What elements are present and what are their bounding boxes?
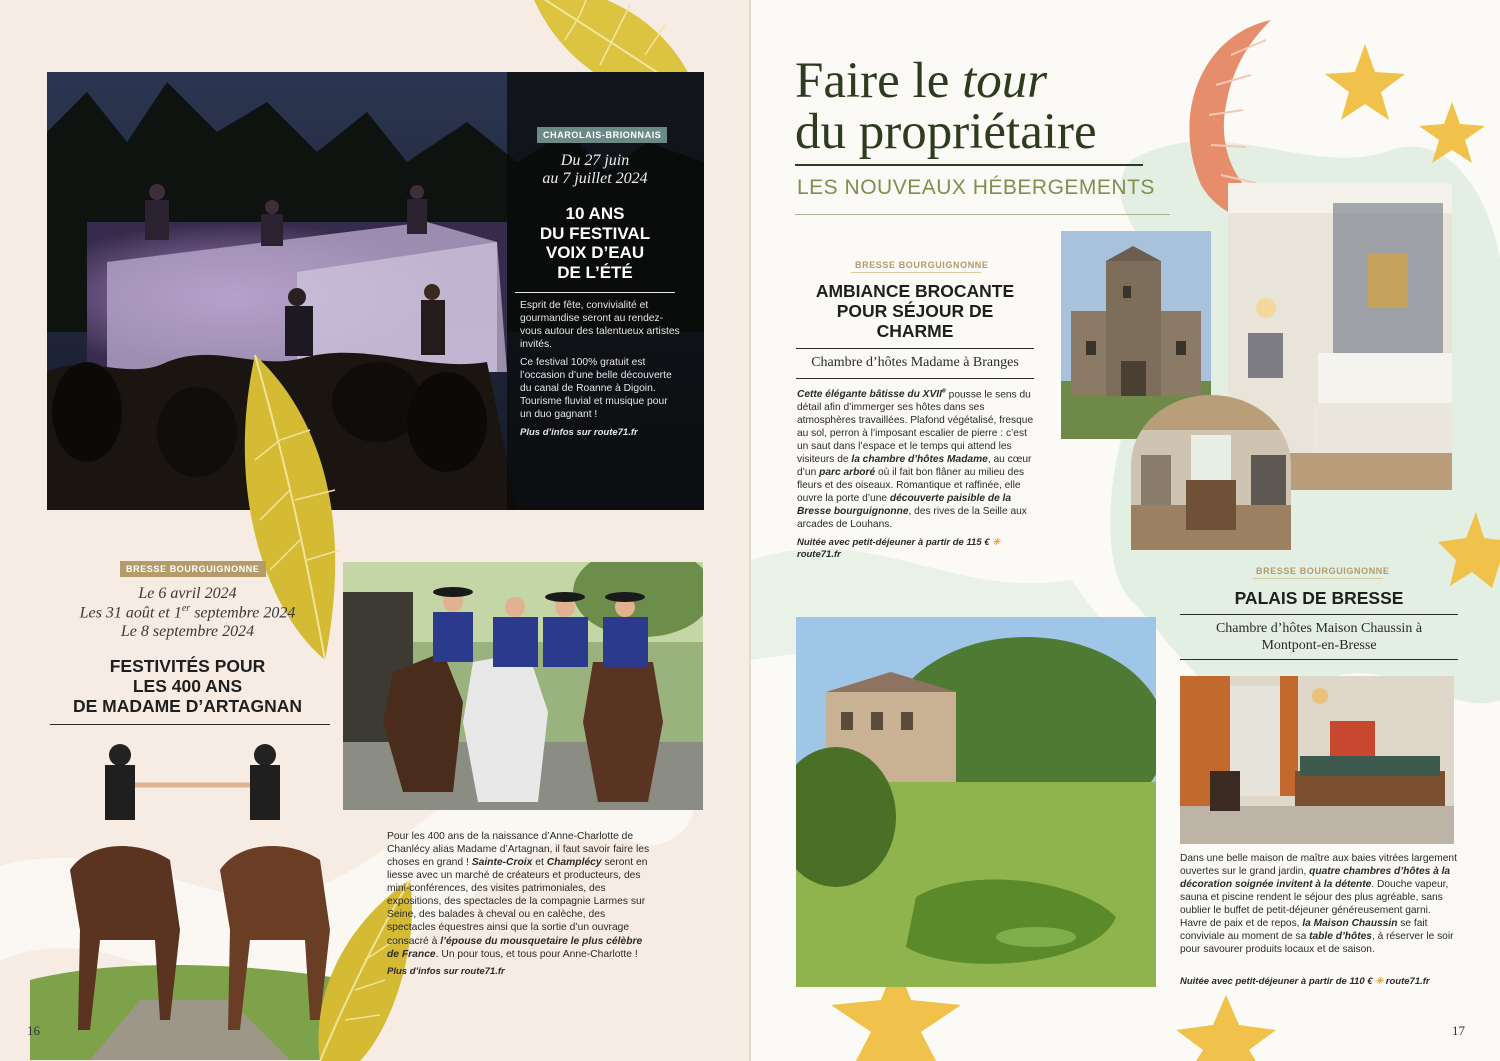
- artagnan-date-1: Le 6 avril 2024: [138, 585, 237, 602]
- festival-divider: [515, 292, 675, 293]
- region-tag-artagnan: BRESSE BOURGUIGNONNE: [120, 561, 266, 577]
- palais-subtitle: [1180, 621, 1458, 655]
- brocante-title: [795, 281, 1035, 341]
- artagnan-divider: [50, 724, 330, 725]
- brocante-body-em2: la chambre d’hôtes Madame: [851, 454, 988, 466]
- palais-body-part3: se fait conviviale au moment de sa: [1180, 917, 1428, 942]
- palais-body-part1: Dans une belle maison de maître aux baies vitrées largement ouvertes sur le grand jardin,: [1180, 853, 1457, 877]
- festival-title-line1: 10 ANS: [565, 204, 625, 223]
- artagnan-date-3: Le 8 septembre 2024: [120, 623, 255, 641]
- brocante-body-em1: [797, 389, 946, 400]
- brocante-body-text: [797, 388, 1037, 532]
- brocante-body-part4: , des rives de la Seille aux arcades de Louhans.: [797, 505, 1027, 530]
- palais-body-part2: . Douche vapeur, sauna et piscine rendent le séjour des plus agréable, sans oublier le buffet de petit-déjeuner généreusement garni. Havre de paix et de repos,: [1180, 878, 1449, 929]
- festival-title-line2: DU FESTIVAL: [539, 223, 651, 243]
- brocante-body-part3: où il fait bon flâner au milieu des fleurs et des oiseaux. Romantique et raffinée, elle ouvre la porte d’une: [797, 467, 1025, 505]
- palais-body-em1: quatre chambres d’hôtes à la décoration soignée invitent à la détente: [1180, 865, 1451, 890]
- artagnan-body-em3: l’épouse du mousquetaire le plus célèbre de France: [387, 935, 643, 960]
- brocante-divider-2: [796, 378, 1034, 379]
- page-heading-line1-em: tour: [962, 53, 1048, 109]
- page-subheading: LES NOUVEAUX HÉBERGEMENTS: [797, 176, 1155, 199]
- artagnan-body-em2: Champlécy: [546, 857, 602, 869]
- brocante-body-part2: , au cœur d’un: [797, 454, 1032, 479]
- page-heading-line2: du propriétaire: [795, 104, 1097, 160]
- artagnan-date-2: [45, 603, 330, 623]
- brocante-title-line3: CHARME: [876, 321, 954, 342]
- palais-body-em3: table d’hôtes: [1309, 930, 1372, 942]
- region-tag-festival: CHAROLAIS-BRIONNAIS: [537, 127, 667, 143]
- palais-tag-underline: [1253, 578, 1383, 579]
- guest-bedroom-photo: [1180, 676, 1454, 844]
- festival-title-line4: DE L’ÉTÉ: [557, 262, 633, 282]
- musketeers-parade-photo: [343, 562, 703, 810]
- palais-price: [1180, 976, 1430, 987]
- artagnan-body-part2: et: [532, 857, 547, 869]
- palais-body-em2: la Maison Chaussin: [1302, 917, 1398, 929]
- artagnan-more-info-link[interactable]: Plus d’infos sur route71.fr: [387, 966, 505, 977]
- brocante-body-em1-sup: e: [941, 388, 946, 395]
- artagnan-body-em1: Sainte-Croix: [471, 857, 533, 869]
- sparkle-icon: ✳: [1375, 976, 1384, 987]
- palais-subtitle-line1: Chambre d’hôtes Maison Chaussin à: [1215, 621, 1423, 636]
- palais-subtitle-line2: Montpont-en-Bresse: [1261, 637, 1377, 653]
- artagnan-date-2-pre: Les 31 août et 1: [79, 604, 182, 622]
- artagnan-title-line2: LES 400 ANS: [132, 676, 243, 697]
- brocante-body-part1: pousse le sens du détail afin d’immerger ses hôtes dans ses atmosphères travaillées. Plafond végétalisé, fresque au sol, perron à l’imposant escalier de pierre : c’est un saut dans l’espace et le temps qui attend les visiteurs de: [797, 389, 1034, 466]
- artagnan-body-text: [387, 830, 653, 961]
- festival-dates-line1: Du 27 juin: [560, 152, 630, 169]
- artagnan-title: [45, 656, 330, 716]
- brocante-tag-underline: [851, 272, 981, 273]
- artagnan-title-line1: FESTIVITÉS POUR: [109, 656, 266, 676]
- garden-pond-photo: [796, 617, 1156, 987]
- festival-title-line3: VOIX D’EAU: [545, 243, 645, 263]
- left-page: [0, 0, 749, 1061]
- page-heading-line1: [795, 53, 1155, 109]
- star-decoration-top-2: [1417, 100, 1487, 165]
- palais-body-part4: , à réserver le soir pour savourer produits locaux et de saison.: [1180, 930, 1454, 955]
- brocante-title-line1: AMBIANCE BROCANTE: [815, 281, 1015, 301]
- star-decoration-bottom-2: [1171, 995, 1281, 1061]
- page-heading-line1-pre: Faire le: [795, 53, 963, 109]
- brocante-body-em4: découverte paisible de la Bresse bourguignonne: [797, 493, 1012, 517]
- dining-room-photo: [1131, 395, 1291, 550]
- brocante-link[interactable]: route71.fr: [797, 549, 841, 561]
- brocante-body-em1-text: Cette élégante bâtisse du XVII: [797, 389, 942, 401]
- palais-link[interactable]: route71.fr: [1385, 976, 1430, 987]
- palais-body-text: [1180, 853, 1458, 957]
- star-decoration-top-1: [1323, 42, 1408, 122]
- page-heading: [795, 53, 1155, 160]
- palais-divider-2: [1180, 659, 1458, 660]
- brocante-divider-1: [796, 348, 1034, 349]
- festival-more-info-link[interactable]: Plus d’infos sur route71.fr: [520, 427, 638, 438]
- sparkle-icon: ✳: [992, 537, 1001, 548]
- festival-dates-line2: au 7 juillet 2024: [542, 170, 648, 188]
- brocante-price-text: Nuitée avec petit-déjeuner à partir de 115 €: [797, 537, 990, 548]
- region-tag-brocante: BRESSE BOURGUIGNONNE: [855, 260, 989, 270]
- artagnan-body-part3: seront en liesse avec un marché de créateurs et producteurs, des mini-conférences, des visites patrimoniales, des expositions, des spectacles de la compagnie Larmes sur Seine, des balades à cheval ou en calèche, des spectacles équestres ainsi que la sortie d’un ouvrage consacré à: [387, 857, 648, 947]
- festival-title: [515, 204, 675, 282]
- brocante-body-em3: parc arboré: [819, 467, 876, 479]
- page-number-left: 16: [27, 1023, 40, 1038]
- brocante-title-line2: POUR SÉJOUR DE: [836, 301, 994, 322]
- artagnan-body-part4: . Un pour tous, et tous pour Anne-Charlotte !: [435, 948, 638, 960]
- festival-paragraph-1: Esprit de fête, convivialité et gourmandise seront au rendez-vous autour des talentueux artistes invités.: [520, 300, 680, 351]
- subheading-divider: [795, 214, 1170, 215]
- artagnan-date-2-post: septembre 2024: [190, 604, 296, 622]
- palais-price-text: Nuitée avec petit-déjeuner à partir de 110 €: [1180, 976, 1373, 987]
- palais-divider-1: [1180, 614, 1458, 615]
- artagnan-date-2-sup: er: [181, 603, 191, 615]
- brocante-price: [797, 537, 1037, 562]
- page-number-right: 17: [1452, 1023, 1465, 1038]
- palais-title: PALAIS DE BRESSE: [1234, 588, 1404, 608]
- artagnan-dates: [45, 585, 330, 642]
- region-tag-palais: BRESSE BOURGUIGNONNE: [1256, 566, 1390, 576]
- heading-divider: [795, 164, 1143, 166]
- festival-paragraph-2: Ce festival 100% gratuit est l’occasion d’une belle découverte du canal de Roanne à Digoin. Tourisme fluvial et musique pour un duo gagnant !: [520, 357, 672, 421]
- right-page: [751, 0, 1500, 1061]
- brocante-subtitle: Chambre d’hôtes Madame à Branges: [811, 355, 1019, 370]
- festival-dates: [510, 152, 680, 189]
- artagnan-body-part1: Pour les 400 ans de la naissance d’Anne-Charlotte de Chanlécy alias Madame d’Artagnan, il faut savoir faire les choses en grand !: [387, 831, 650, 869]
- artagnan-title-line3: DE MADAME D’ARTAGNAN: [72, 696, 303, 717]
- star-decoration-right: [1436, 510, 1500, 590]
